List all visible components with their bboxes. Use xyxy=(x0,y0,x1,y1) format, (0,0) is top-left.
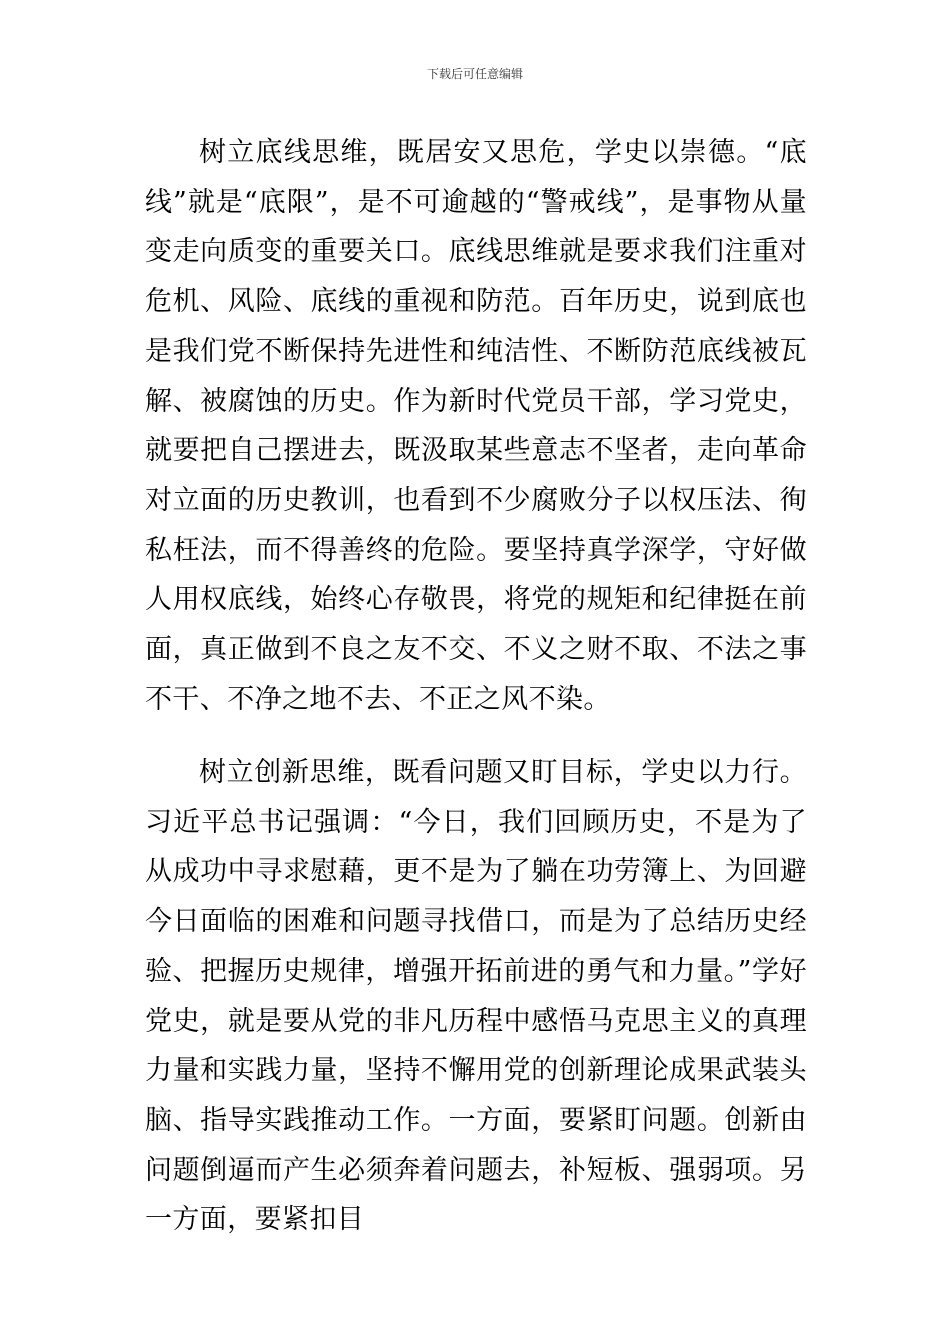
paragraph-1-block xyxy=(145,128,807,724)
paragraph: 树立底线思维，既居安又思危，学史以崇德。“底线”就是“底限”，是不可逾越的“警戒线”，是事物从量变走向质变的重要关口。底线思维就是要求我们注重对危机、风险、底线的重视和防范。百年历史，说到底也是我们党不断保持先进性和纯洁性、不断防范底线被瓦解、被腐蚀的历史。作为新时代党员干部，学习党史，就要把自己摆进去，既汲取某些意志不坚者，走向革命对立面的历史教训，也看到不少腐败分子以权压法、徇私枉法，而不得善终的危险。要坚持真学深学，守好做人用权底线，始终心存敬畏，将党的规矩和纪律挺在前面，真正做到不良之友不交、不义之财不取、不法之事不干、不净之地不去、不正之风不染。 xyxy=(145,137,807,715)
paragraph: 树立创新思维，既看问题又盯目标，学史以力行。习近平总书记强调：“今日，我们回顾历史，不是为了从成功中寻求慰藉，更不是为了躺在功劳簿上、为回避今日面临的困难和问题寻找借口，而是为了总结历史经验、把握历史规律，增强开拓前进的勇气和力量。”学好党史，就是要从党的非凡历程中感悟马克思主义的真理力量和实践力量，坚持不懈用党的创新理论成果武装头脑、指导实践推动工作。一方面，要紧盯问题。创新由问题倒逼而产生必须奔着问题去，补短板、强弱项。另一方面，要紧扣目 xyxy=(145,757,807,1236)
paragraph-2-block xyxy=(145,748,807,1245)
page-header: 下载后可任意编辑 xyxy=(426,67,523,81)
